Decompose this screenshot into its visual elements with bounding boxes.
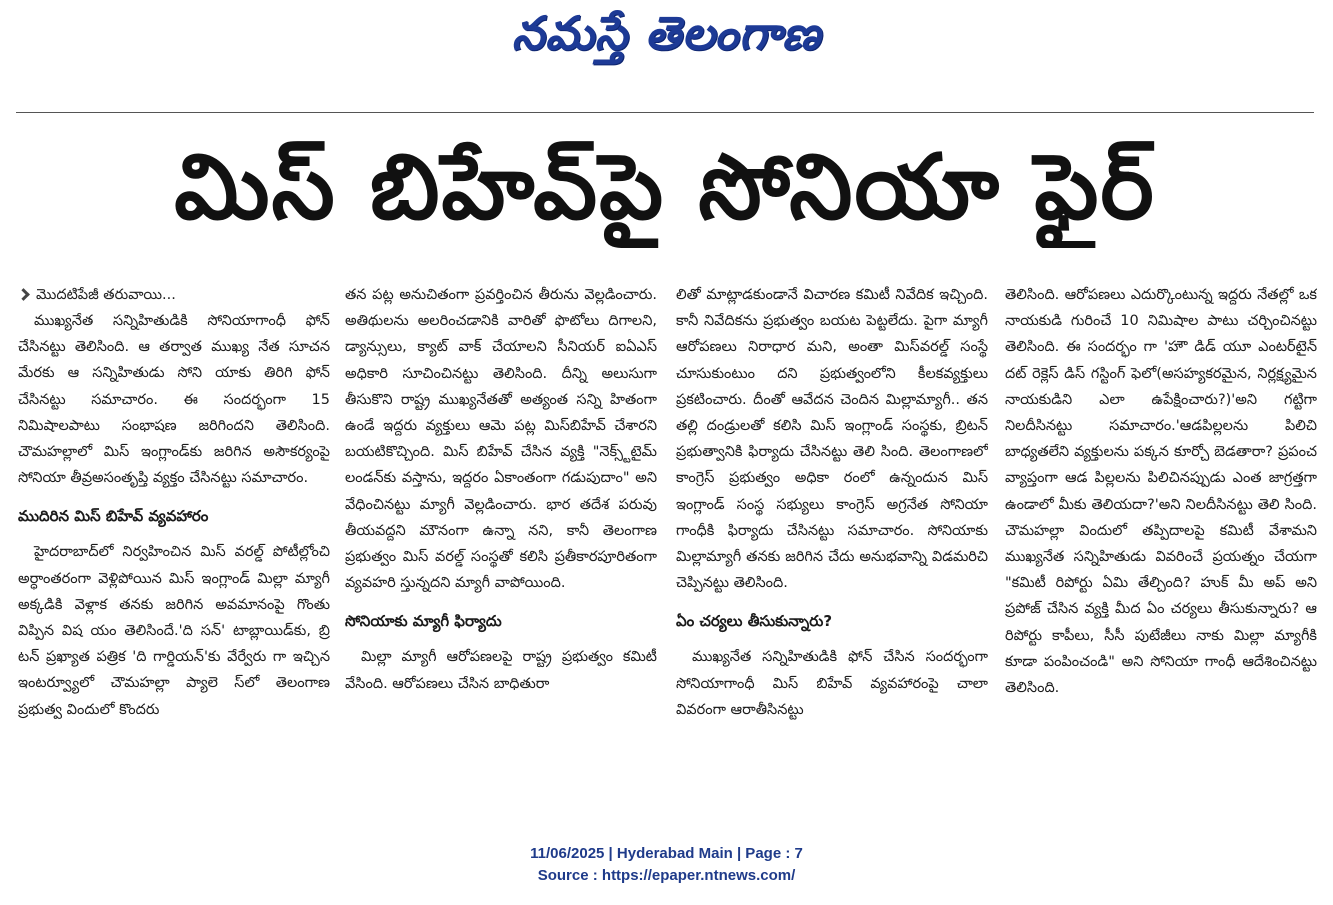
footer-edition-info: 11/06/2025 | Hyderabad Main | Page : 7 bbox=[530, 845, 803, 862]
article-paragraph: ముఖ్యనేత సన్నిహితుడికి సోనియాగాంధీ ఫోన్ చేసినట్టు తెలిసింది. ఆ తర్వాత ముఖ్య నేత సూచన మేరకు ఆ సన్నిహితుడు సోని యాకు తిరిగి ఫోన్ చేసినట్టు సమాచారం. ఈ సందర్భంగా 15 నిమిషాలపాటు సంభాషణ జరిగిందని తెలిసింది. చౌమహల్లాలో మిస్ ఇంగ్లాండ్‌కు జరిగిన అసౌకర్యంపై సోనియా తీవ్రఅసంతృప్తి వ్యక్తం చేసినట్టు సమాచారం. bbox=[18, 313, 330, 487]
article-column-3 bbox=[676, 282, 988, 822]
kicker-label: మొదటిపేజీ తరువాయి... bbox=[36, 286, 176, 303]
article-column-1 bbox=[18, 282, 330, 822]
continuation-kicker bbox=[18, 282, 330, 308]
article-column-2 bbox=[345, 282, 657, 822]
masthead bbox=[0, 0, 1333, 78]
chevron-right-icon bbox=[18, 289, 28, 301]
masthead-logo: నమస్తే తెలంగాణ bbox=[511, 6, 822, 60]
article-headline: మిస్ బిహేవ్‌పై సోనియా ఫైర్ bbox=[174, 135, 1156, 240]
article-paragraph: మిల్లా మ్యాగీ ఆరోపణలపై రాష్ట్ర ప్రభుత్వం కమిటీ వేసింది. ఆరోపణలు చేసిన బాధితురా bbox=[345, 649, 657, 692]
article-paragraph: తెలిసింది. ఆరోపణలు ఎదుర్కొంటున్న ఇద్దరు నేతల్లో ఒక నాయకుడి గురించే 10 నిమిషాల పాటు చర్చించినట్టు తెలిసింది. ఈ సందర్భం గా 'హౌ డిడ్ యూ ఎంటర్‌టైన్ దట్ రెక్లెస్ డిస్ గస్టింగ్ ఫెలో(అసహ్యకరమైన, నిర్లక్ష్యమైన నాయకుడిని ఎలా ఉపేక్షించారు?)'అని గట్టిగా నిలదీసినట్టు సమాచారం.'ఆడపిల్లలను పిలిచి బాధ్యతలేని వ్యక్తులను పక్కన కూర్చో బెడతారా? ప్రపంచ వ్యాప్తంగా ఆడ పిల్లలను పిలిచినప్పుడు ఎంత జాగ్రత్తగా ఉండాలో మీకు తెలియదా?'అని నిలదీసినట్టు తెలి సింది. చౌమహల్లా విందులో తప్పిదాలపై కమిటీ వేశామని ముఖ్యనేత సన్నిహితుడు వివరించే ప్రయత్నం చేయగా "కమిటీ రిపోర్టు ఏమి తేల్చింది? హుక్ మీ అప్ అని ప్రపోజ్ చేసిన వ్యక్తి మీద ఏం చర్యలు తీసుకున్నారు? ఆ రిపోర్టు కాపీలు, సీసీ పుటేజీలు నాకు మిల్లా మ్యాగీకి కూడా పంపించండి" అని సోనియా గాంధీ ఆదేశించినట్టు తెలిసింది. bbox=[1005, 287, 1317, 697]
section-subheading: ముదిరిన మిస్ బిహేవ్ వ్యవహారం bbox=[18, 507, 209, 526]
section-subheading: సోనియాకు మ్యాగీ ఫిర్యాదు bbox=[345, 612, 502, 631]
article-paragraph: లితో మాట్లాడకుండానే విచారణ కమిటీ నివేదిక ఇచ్చింది. కానీ నివేదికను ప్రభుత్వం బయట పెట్టలేదు. పైగా మ్యాగీ ఆరోపణలు నిరాధార మని, అంతా మిస్‌వరల్డ్ సంస్థే చూసుకుంటుం దని ప్రభుత్వంలోని కీలకవ్యక్తులు ప్రకటించారు. దీంతో ఆవేదన చెందిన మిల్లామ్యాగీ.. తన తల్లి దండ్రులతో కలిసి మిస్ ఇంగ్లాండ్ సంస్థకు, బ్రిటన్ ప్రభుత్వానికి ఫిర్యాదు చేసినట్టు తెలి సింది. తెలంగాణలో కాంగ్రెస్ ప్రభుత్వం అధికా రంలో ఉన్నందున మిస్ ఇంగ్లాండ్ సంస్థ సభ్యులు కాంగ్రెస్ అగ్రనేత సోనియా గాంధీకి ఫిర్యాదు చేసినట్టు సమాచారం. సోనియాకు మిల్లామ్యాగీ తనకు జరిగిన చేదు అనుభవాన్ని విడమరిచి చెప్పినట్టు తెలిసింది. bbox=[676, 287, 988, 592]
article-paragraph: ముఖ్యనేత సన్నిహితుడికి ఫోన్ చేసిన సందర్భంగా సోనియాగాంధీ మిస్ బిహేవ్ వ్యవహారంపై చాలా వివరంగా ఆరాతీసినట్టు bbox=[676, 649, 988, 718]
article-paragraph: హైదరాబాద్‌లో నిర్వహించిన మిస్ వరల్డ్ పోటీల్లోంచి అర్ధాంతరంగా వెళ్లిపోయిన మిస్ ఇంగ్లాండ్ మిల్లా మ్యాగీ అక్కడికి వెళ్లాక తనకు జరిగిన అవమానంపై గొంతు విప్పిన విష యం తెలిసిందే.'ది సన్' టాబ్లాయిడ్‌కు, బ్రి టన్ ప్రఖ్యాత పత్రిక 'ది గార్డియన్'కు వేర్వేరు గా ఇచ్చిన ఇంటర్వ్యూలో చౌమహల్లా ప్యాలె స్‌లో తెలంగాణ ప్రభుత్వ విందులో కొందరు bbox=[18, 544, 330, 718]
article-paragraph: తన పట్ల అనుచితంగా ప్రవర్తించిన తీరును వెల్లడించారు. అతిథులను అలరించడానికి వారితో ఫొటోలు దిగాలని, డ్యాన్సులు, క్యాట్ వాక్ చేయాలని సీనియర్ ఐఏఎస్ అధికారి సూచించినట్టు తెలిసింది. దీన్ని అలుసుగా తీసుకొని రాష్ట్ర ముఖ్యనేతతో అత్యంత సన్ని హితంగా ఉండే ఇద్దరు వ్యక్తులు ఆమె పట్ల మిస్‌బిహేవ్ చేశారని బయటికొచ్చింది. మిస్ బిహేవ్ చేసిన వ్యక్తి "నెక్స్ట్‌టైమ్ లండన్‌కు వస్తాను, ఇద్దరం ఏకాంతంగా గడుపుదాం" అని వేధించినట్టు మ్యాగీ వెల్లడించారు. భార తదేశ పరువు తీయవద్దని మౌనంగా ఉన్నా నని, కానీ తెలంగాణ ప్రభుత్వం మిస్ వరల్డ్ సంస్థతో కలిసి ప్రతీకారపూరితంగా వ్యవహరి స్తున్నదని మ్యాగీ వాపోయింది. bbox=[345, 287, 657, 592]
footer-source-link[interactable]: Source : https://epaper.ntnews.com/ bbox=[537, 867, 796, 884]
article-column-4 bbox=[1005, 282, 1317, 822]
header-divider bbox=[16, 112, 1314, 113]
section-subheading: ఏం చర్యలు తీసుకున్నారు? bbox=[676, 612, 833, 631]
